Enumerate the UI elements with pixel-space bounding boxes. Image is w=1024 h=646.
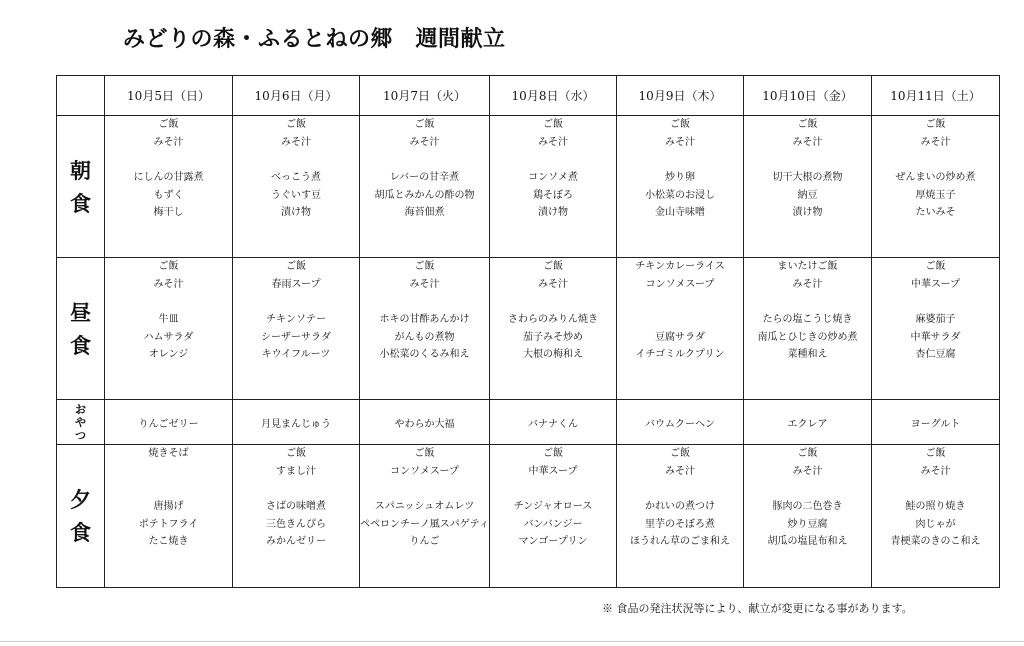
menu-item: 菜種和え [787,349,828,361]
menu-item: みそ汁 [792,136,823,148]
menu-item: ご飯 [925,119,946,130]
menu-item: チキンカレーライス [635,261,725,272]
menu-item [617,151,743,169]
date-header: 10月8日（水） [490,76,617,116]
dinner-label-char: 食 [70,520,91,545]
menu-item [360,293,489,311]
menu-item [233,480,359,498]
menu-item: みそ汁 [153,278,184,290]
breakfast-day-cell [233,116,360,258]
menu-item: みそ汁 [538,136,568,148]
menu-item [490,293,616,311]
snack-day-cell: 月見まんじゅう [233,400,360,445]
menu-item: かれいの煮つけ [645,501,715,513]
menu-item: ポテトフライ [138,518,199,530]
menu-item: 中華スープ [911,278,960,290]
dinner-day-cell [872,445,1000,588]
menu-item [872,151,999,169]
weekly-menu-table [56,75,1000,588]
menu-item: キウイフルーツ [261,349,331,361]
snack-label-char: お [75,402,86,416]
menu-item [105,463,232,481]
change-notice: ※ 食品の発注状況等により、献立が変更になる事があります。 [602,602,913,615]
menu-item: ハムサラダ [143,331,194,343]
menu-item [490,480,616,498]
lunch-day-cell [360,258,490,400]
lunch-day-cell [872,258,1000,400]
menu-item: ご飯 [414,261,435,272]
bottom-divider [0,641,1024,642]
menu-item: みそ汁 [920,465,951,477]
menu-item: みそ汁 [409,136,440,148]
date-header: 10月5日（日） [105,76,233,116]
menu-item: 切干大根の煮物 [772,172,843,184]
menu-item: 三色きんぴら [266,518,326,530]
dinner-row [57,445,1000,588]
breakfast-day-cell [872,116,1000,258]
dinner-day-cell [744,445,872,588]
menu-item: 里芋のそぼろ煮 [645,518,715,530]
menu-item: ご飯 [414,119,435,130]
menu-item: チンジャオロース [513,501,593,513]
menu-item: マンゴープリン [518,536,588,548]
menu-item: 厚焼玉子 [915,189,956,201]
menu-item: 牛皿 [158,314,179,326]
menu-item: 胡瓜の塩昆布和え [767,536,848,548]
breakfast-day-cell [105,116,233,258]
lunch-row [57,258,1000,400]
menu-item: 漬け物 [792,207,823,219]
snack-day-cell: エクレア [744,400,872,445]
menu-item: ご飯 [286,448,306,459]
menu-item [872,480,999,498]
menu-item: 小松菜のお浸し [645,189,715,201]
menu-item [617,311,743,329]
menu-item: ご飯 [925,448,946,459]
menu-item: みそ汁 [153,136,184,148]
menu-item: イチゴミルクプリン [635,349,725,361]
lunch-day-cell [105,258,233,400]
menu-item: 中華サラダ [910,331,961,343]
menu-item: ご飯 [543,119,563,130]
menu-item: ご飯 [286,261,306,272]
menu-item [233,293,359,311]
breakfast-row [57,116,1000,258]
snack-day-cell: やわらか大福 [360,400,490,445]
menu-item [105,480,232,498]
menu-item: 海苔佃煮 [404,207,445,219]
menu-item: ぜんまいの炒め煮 [895,172,976,184]
menu-item: 麻婆茄子 [915,314,956,326]
snack-day-cell: りんごゼリー [105,400,233,445]
menu-item: ホキの甘酢あんかけ [379,314,470,326]
menu-item: ご飯 [158,261,179,272]
menu-item: 中華スープ [528,465,578,477]
menu-item [360,151,489,169]
menu-item: 金山寺味噌 [655,207,705,219]
dinner-day-cell [233,445,360,588]
breakfast-label-char: 食 [70,190,91,216]
menu-item: ペペロンチーノ風スパゲティ [360,518,489,530]
snack-label-char: つ [75,428,86,442]
breakfast-day-cell [744,116,872,258]
menu-item [105,293,232,311]
menu-item: コンソメスープ [390,465,459,477]
lunch-label [57,258,105,400]
menu-item: みそ汁 [538,278,568,290]
menu-item: オレンジ [148,349,189,361]
menu-item: ご飯 [670,119,690,130]
menu-item: みそ汁 [281,136,311,148]
menu-item: みそ汁 [665,136,695,148]
menu-item: 鶏そぼろ [533,189,573,201]
menu-item: コンソメ煮 [528,172,578,184]
menu-item: 焼きそば [148,448,189,459]
lunch-day-cell [744,258,872,400]
menu-item: 青梗菜のきのこ和え [890,536,981,548]
breakfast-label [57,116,105,258]
menu-item: 納豆 [797,189,818,201]
menu-item: 梅干し [153,207,184,219]
menu-item: ご飯 [414,448,435,459]
menu-item: りんご [409,536,440,548]
lunch-label-char: 食 [70,332,91,358]
menu-item: ご飯 [543,448,563,459]
menu-item: たらの塩こうじ焼き [762,314,853,326]
dinner-day-cell [360,445,490,588]
menu-item [105,151,232,169]
header-row [57,76,1000,116]
date-header: 10月6日（月） [233,76,360,116]
menu-item: コンソメスープ [645,278,715,290]
menu-item: 漬け物 [538,207,568,219]
menu-item [490,151,616,169]
menu-item: ご飯 [925,261,946,272]
date-header: 10月11日（土） [872,76,1000,116]
menu-item: みそ汁 [665,465,695,477]
snack-label [57,400,105,445]
lunch-day-cell [617,258,744,400]
menu-item: みかんゼリー [266,536,326,548]
menu-item [744,293,871,311]
breakfast-day-cell [490,116,617,258]
menu-item: うぐいす豆 [271,189,321,201]
menu-item: みそ汁 [409,278,440,290]
breakfast-day-cell [617,116,744,258]
dinner-day-cell [105,445,233,588]
corner-cell [57,76,105,116]
snack-day-cell: バウムクーヘン [617,400,744,445]
breakfast-label-char: 朝 [70,157,91,183]
menu-item: 豆腐サラダ [655,331,705,343]
menu-item: 胡瓜とみかんの酢の物 [374,189,475,201]
snack-row [57,400,1000,445]
menu-item: がんもの煮物 [394,331,455,343]
menu-item: さばの味噌煮 [266,501,326,513]
menu-item: みそ汁 [920,136,951,148]
menu-item: スパニッシュオムレツ [374,501,475,513]
menu-item: ご飯 [158,119,179,130]
snack-day-cell: バナナくん [490,400,617,445]
menu-item: みそ汁 [792,278,823,290]
menu-item: たいみそ [915,207,956,219]
dinner-day-cell [490,445,617,588]
dinner-day-cell [617,445,744,588]
menu-item [872,293,999,311]
menu-item: もずく [153,189,184,201]
menu-item: 杏仁豆腐 [915,349,956,361]
menu-item: ご飯 [286,119,306,130]
breakfast-day-cell [360,116,490,258]
menu-item: たこ焼き [148,536,189,548]
snack-label-char: や [75,415,86,429]
menu-item: まいたけご飯 [777,261,838,272]
date-header: 10月7日（火） [360,76,490,116]
dinner-label [57,445,105,588]
menu-item [360,480,489,498]
menu-item: さわらのみりん焼き [508,314,598,326]
menu-item: 大根の梅和え [523,349,583,361]
menu-item: べっこう煮 [271,172,321,184]
menu-item [617,293,743,311]
menu-item: ご飯 [543,261,563,272]
menu-item: みそ汁 [792,465,823,477]
menu-item [744,151,871,169]
snack-day-cell: ヨーグルト [872,400,1000,445]
menu-item [233,151,359,169]
lunch-day-cell [233,258,360,400]
page-title: みどりの森・ふるとねの郷 週間献立 [123,26,506,52]
menu-item: ご飯 [797,119,818,130]
menu-item: にしんの甘露煮 [133,172,204,184]
lunch-day-cell [490,258,617,400]
menu-item: レバーの甘辛煮 [389,172,460,184]
menu-item: シーザーサラダ [261,331,331,343]
menu-item: チキンソテー [266,314,326,326]
menu-item: 鮭の照り焼き [905,501,966,513]
dinner-label-char: 夕 [70,487,91,512]
menu-item: 南瓜とひじきの炒め煮 [757,331,858,343]
menu-item: 唐揚げ [153,501,184,513]
menu-item: ご飯 [797,448,818,459]
menu-item [617,480,743,498]
menu-item [744,480,871,498]
menu-item: 小松菜のくるみ和え [379,349,470,361]
menu-item: すまし汁 [276,465,316,477]
date-header: 10月10日（金） [744,76,872,116]
date-header: 10月9日（木） [617,76,744,116]
menu-item: ほうれん草のごま和え [630,536,730,548]
menu-item: 豚肉の二色巻き [772,501,843,513]
menu-item: 茄子みそ炒め [523,331,583,343]
menu-item: 肉じゃが [915,518,956,530]
menu-item: 漬け物 [281,207,311,219]
lunch-label-char: 昼 [70,299,91,325]
menu-item: 春雨スープ [271,278,321,290]
menu-item: ご飯 [670,448,690,459]
menu-item: バンバンジー [523,518,583,530]
menu-item: 炒り豆腐 [787,518,828,530]
menu-item: 炒り卵 [665,172,695,184]
